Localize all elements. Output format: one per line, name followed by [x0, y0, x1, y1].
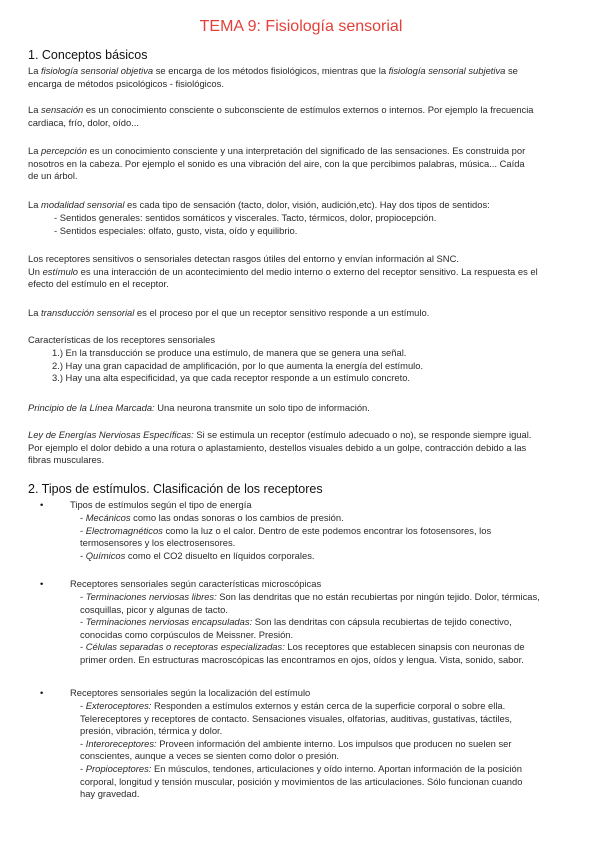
paragraph-modalidad: La modalidad sensorial es cada tipo de sensación (tacto, dolor, visión, audición,etc). Hay dos tipos de sentidos: [28, 199, 490, 210]
group-microscopic-items: - Terminaciones nerviosas libres: Son las dendritas que no están recubiertas por ningún tejido. Dolor, térmicas, cosquillas, picor y algunas de tacto. - Terminaciones nerviosas encapsuladas: Son las dendritas con cápsula recubiertas de tejido conectivo, conocidas como corpúsculos de Meissner. Presión. - Células separadas o receptoras especializadas: Los receptores que establecen sinapsis con neuronas de primer orden. En estructuras macroscópicas las encontramos en ojos, oídos y lengua. Vista, sonido, sabor. [80, 591, 574, 667]
characteristics-title: Características de los receptores sensoriales [28, 334, 216, 345]
list-item: - Exteroceptores: Responden a estímulos externos y están cerca de la superficie corporal o sobre ella. [80, 700, 506, 711]
paragraph-fisiologia: La fisiología sensorial objetiva se encarga de los métodos fisiológicos, mientras que la fisiología sensorial subjetiva se encarga de métodos psicológicos - fisiológicos. [28, 65, 518, 89]
page-title: TEMA 9: Fisiología sensorial [199, 18, 403, 35]
paragraph-sensacion: La sensación es un conocimiento consciente o subconsciente de estímulos externos o internos. Por ejemplo la frecuencia cardiaca, frío, dolor, oído... [28, 104, 534, 128]
group-energy-items: - Mecánicos como las ondas sonoras o los cambios de presión. - Electromagnéticos como la luz o el calor. Dentro de este podemos encontrar los fotosensores, los termosensores y los electrosensores. - Químicos como el CO2 disuelto en líquidos corporales. [80, 512, 574, 562]
characteristics-list [52, 347, 574, 385]
bullet-icon: • [40, 578, 44, 589]
bullet-icon: • [40, 499, 44, 510]
group-energy-heading: Tipos de estímulos según el tipo de energía [70, 499, 252, 510]
section-1-heading: 1. Conceptos básicos [28, 48, 148, 62]
list-item: 2.) Hay una gran capacidad de amplificación, por lo que aumenta la energía del estímulo. [52, 359, 424, 371]
senses-list [54, 212, 574, 237]
paragraph-ley-energias: Ley de Energías Nerviosas Específicas: Si se estimula un receptor (estímulo adecuado o no), se responde siempre igual. Por ejemplo el dolor debido a una rotura o aplastamiento, destellos visuales debido a un golpe, contracción debido a las fibras musculares. [28, 429, 532, 466]
paragraph-linea-marcada: Principio de la Línea Marcada: Una neurona transmite un solo tipo de información. [28, 402, 370, 413]
list-item: - Terminaciones nerviosas libres: Son las dendritas que no están recubiertas por ningún tejido. Dolor, térmicas, [80, 591, 540, 602]
paragraph-receptores: Los receptores sensitivos o sensoriales detectan rasgos útiles del entorno y envían información al SNC. Un estímulo es una interacción de un acontecimiento del medio interno o externo del receptor sensitivo. La respuesta es el efecto del estímulo en el receptor. [28, 253, 538, 290]
section-2-heading: 2. Tipos de estímulos. Clasificación de los receptores [28, 482, 323, 496]
paragraph-percepcion: La percepción es un conocimiento consciente y una interpretación del significado de las sensaciones. Es construida por nosotros en la cabeza. Por ejemplo el sonido es una vibración del aire, con la que percibimos palabras, música... Caída de un árbol. [28, 145, 526, 182]
list-item: 3.) Hay una alta especificidad, ya que cada receptor responde a un estímulo concreto. [52, 372, 411, 384]
list-item: 1.) En la transducción se produce una estímulo, de manera que se genera una señal. [52, 347, 407, 358]
list-item: - Interoreceptores: Proveen información del ambiente interno. Los impulsos que producen no suelen ser [80, 737, 512, 749]
list-item: - Electromagnéticos como la luz o el calor. Dentro de este podemos encontrar los fotosensores, los [80, 524, 492, 536]
list-item: - Mecánicos como las ondas sonoras o los cambios de presión. [80, 512, 344, 523]
list-item: - Propioceptores: En músculos, tendones, articulaciones y oído interno. Aportan información de la posición [80, 762, 522, 774]
list-item: - Químicos como el CO2 disuelto en líquidos corporales. [80, 549, 315, 561]
list-item: - Sentidos generales: sentidos somáticos y viscerales. Tacto, térmicos, dolor, propiocepción. [54, 212, 437, 223]
paragraph-transduccion: La transducción sensorial es el proceso por el que un receptor sensitivo responde a un estímulo. [28, 307, 430, 318]
bullet-icon: • [40, 687, 44, 698]
list-item: - Células separadas o receptoras especializadas: Los receptores que establecen sinapsis con neuronas de [80, 641, 525, 653]
group-location-heading: Receptores sensoriales según la localización del estímulo [70, 687, 311, 698]
group-microscopic-heading: Receptores sensoriales según características microscópicas [70, 578, 322, 589]
group-location-items: - Exteroceptores: Responden a estímulos externos y están cerca de la superficie corporal o sobre ella. Telereceptores y receptores de contacto. Sensaciones visuales, olfatorias, auditivas, gustativas, táctiles, presión, vibración, térmica y dolor. - Interoreceptores: Proveen información del ambiente interno. Los impulsos que producen no suelen ser conscientes, aunque a veces se sienten como dolor o presión. - Propioceptores: En músculos, tendones, articulaciones y oído interno. Aportan información de la posición corporal, longitud y tensión muscular, posición y movimientos de las articulaciones. Sólo funcionan cuando hay gravedad. [80, 700, 574, 801]
list-item: - Terminaciones nerviosas encapsuladas: Son las dendritas con cápsula recubiertas de tejido conectivo, [80, 616, 512, 628]
list-item: - Sentidos especiales: olfato, gusto, vista, oído y equilibrio. [54, 224, 298, 236]
